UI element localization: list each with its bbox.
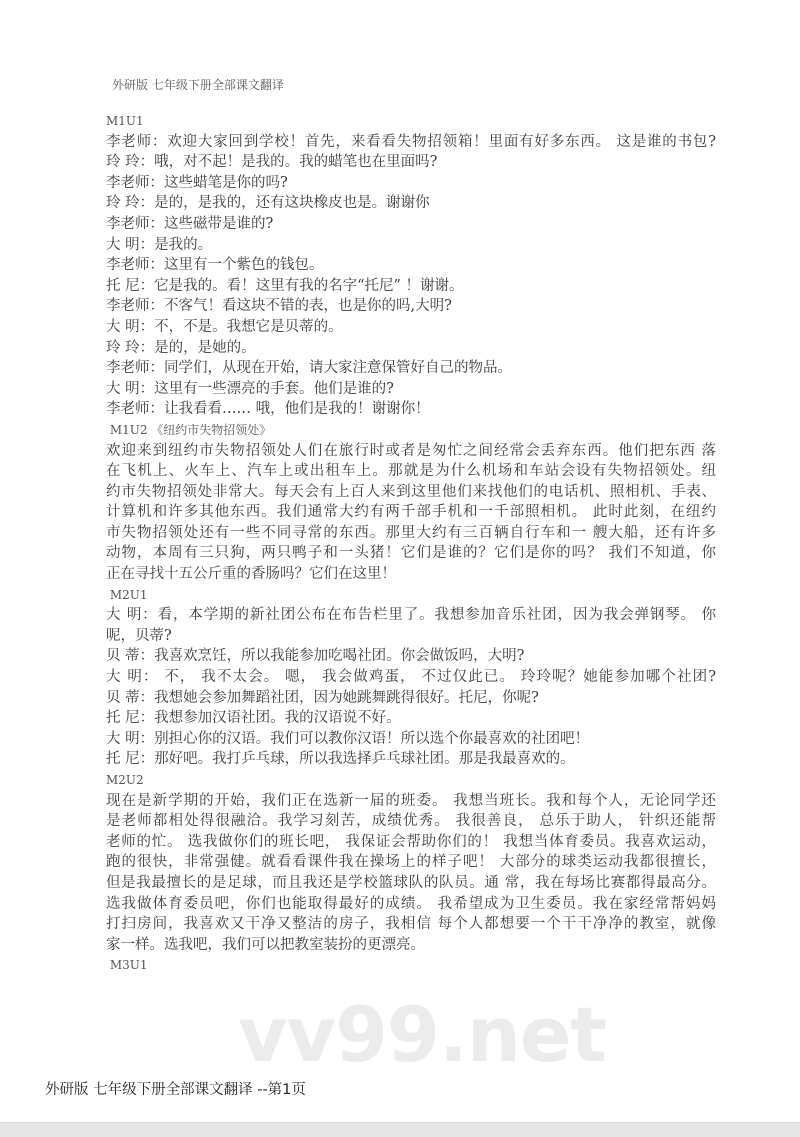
text-line: 李老师：不客气！看这块不错的表，也是你的吗,大明? (106, 298, 452, 315)
text-line: 李老师：这些蜡笔是你的吗? (106, 174, 288, 191)
text-line: 大 明：别担心你的汉语。我们可以教你汉语！所以选个你最喜欢的社团吧！ (106, 730, 590, 747)
section-heading: M1U2 《纽约市失物招领处》 (106, 422, 272, 437)
text-line: 呢，贝蒂? (106, 627, 172, 644)
page-gap (0, 1123, 800, 1137)
text-line: 大 明： 不， 我不太会。 嗯， 我会做鸡蛋， 不过仅此已。 玲玲呢？她能参加哪个社团? (106, 669, 716, 686)
text-line: 大 明：看，本学期的新社团公布在布告栏里了。我想参加音乐社团，因为我会弹钢琴。 你 (106, 607, 716, 624)
text-line: 贝 蒂：我想她会参加舞蹈社团，因为她跳舞跳得很好。托尼，你呢? (106, 689, 539, 706)
text-line: 李老师：同学们，从现在开始，请大家注意保管好自己的物品。 (106, 360, 512, 377)
text-line: 玲 玲：是的，是我的，还有这块橡皮也是。谢谢你 (106, 195, 430, 212)
text-line: 托 尼：它是我的。看！这里有我的名字“托尼” ！谢谢。 (106, 277, 464, 294)
text-line: 贝 蒂：我喜欢烹饪，所以我能参加吃喝社团。你会做饭吗，大明? (106, 648, 525, 665)
text-line: 老师的忙。 选我做你们的班长吧， 我保证会帮助你们的！ 我想当体育委员。我喜欢运动， (106, 833, 716, 850)
document-body (106, 111, 716, 976)
text-line: 大 明：是我的。 (106, 236, 213, 253)
text-line: 托 尼：那好吧。我打乒乓球，所以我选择乒乓球社团。那是我最喜欢的。 (106, 751, 575, 768)
text-line: 大 明：不，不是。我想它是贝蒂的。 (106, 318, 343, 335)
watermark: vv99.net (238, 990, 606, 1079)
text-line: 李老师：欢迎大家回到学校！首先，来看看失物招领箱！里面有好多东西。 这是谁的书包? (106, 133, 716, 150)
text-line: 计算机和许多其他东西。我们通常大约有两千部手机和一千部照相机。 此时此刻，在纽约 (106, 504, 716, 521)
text-line: 李老师：这些磁带是谁的? (106, 215, 274, 232)
section-heading: M3U1 (106, 958, 148, 973)
text-line: 约市失物招领处非常大。每天会有上百人来到这里他们来找他们的电话机、照相机、手表、 (106, 483, 716, 500)
text-line: 动物，本周有三只狗，两只鸭子和一头猪！它们是谁的？它们是你的吗？ 我们不知道，你 (106, 545, 716, 562)
text-line: 家一样。选我吧，我们可以把教室装扮的更漂亮。 (106, 936, 425, 953)
text-line: 大 明：这里有一些漂亮的手套。他们是谁的? (106, 380, 394, 397)
text-line: 现在是新学期的开始，我们正在选新一届的班委。 我想当班长。我和每个人，无论同学还 (106, 792, 716, 809)
section-heading: M2U2 (106, 773, 144, 787)
section-heading: M2U1 (106, 587, 148, 602)
text-line: 欢迎来到纽约市失物招领处人们在旅行时或者是匆忙之间经常会丢弃东西。他们把东西 落 (106, 442, 716, 459)
text-line: 玲 玲：是的，是她的。 (106, 339, 256, 356)
text-line: 李老师：让我看看…… 哦，他们是我的！谢谢你！ (106, 401, 430, 418)
text-line: 选我做体育委员吧，你们也能取得最好的成绩。 我希望成为卫生委员。我在家经常帮妈妈 (106, 895, 716, 912)
text-line: 托 尼：我想参加汉语社团。我的汉语说不好。 (106, 710, 401, 727)
text-line: 打扫房间，我喜欢又干净又整洁的房子，我相信 每个人都想要一个干干净净的教室，就像 (106, 916, 716, 933)
text-line: 在飞机上、火车上、汽车上或出租车上。那就是为什么机场和车站会设有失物招领处。纽 (106, 463, 716, 480)
text-line: 但是我最擅长的是足球，而且我还是学校篮球队的队员。通 常，我在每场比赛都得最高分。 (106, 874, 716, 891)
text-line: 正在寻找十五公斤重的香肠吗？它们在这里！ (106, 566, 396, 583)
page-header: 外研版 七年级下册全部课文翻译 (112, 78, 284, 92)
text-line: 玲 玲：哦，对不起！是我的。我的蜡笔也在里面吗? (106, 154, 438, 171)
page-footer: 外研版 七年级下册全部课文翻译 --第1页 (45, 1082, 306, 1098)
text-line: 跑的很快，非常强健。就看看课件我在操场上的样子吧！ 大部分的球类运动我都很擅长， (106, 854, 716, 871)
text-line: 李老师：这里有一个紫色的钱包。 (106, 257, 324, 274)
text-line: 是老师都相处得很融洽。我学习刻苦，成绩优秀。 我很善良， 总乐于助人， 针织还能帮 (106, 813, 716, 830)
section-heading: M1U1 (106, 114, 144, 128)
text-line: 市失物招领处还有一些不同寻常的东西。那里大约有三百辆自行车和一 艘大船，还有许多 (106, 524, 716, 541)
